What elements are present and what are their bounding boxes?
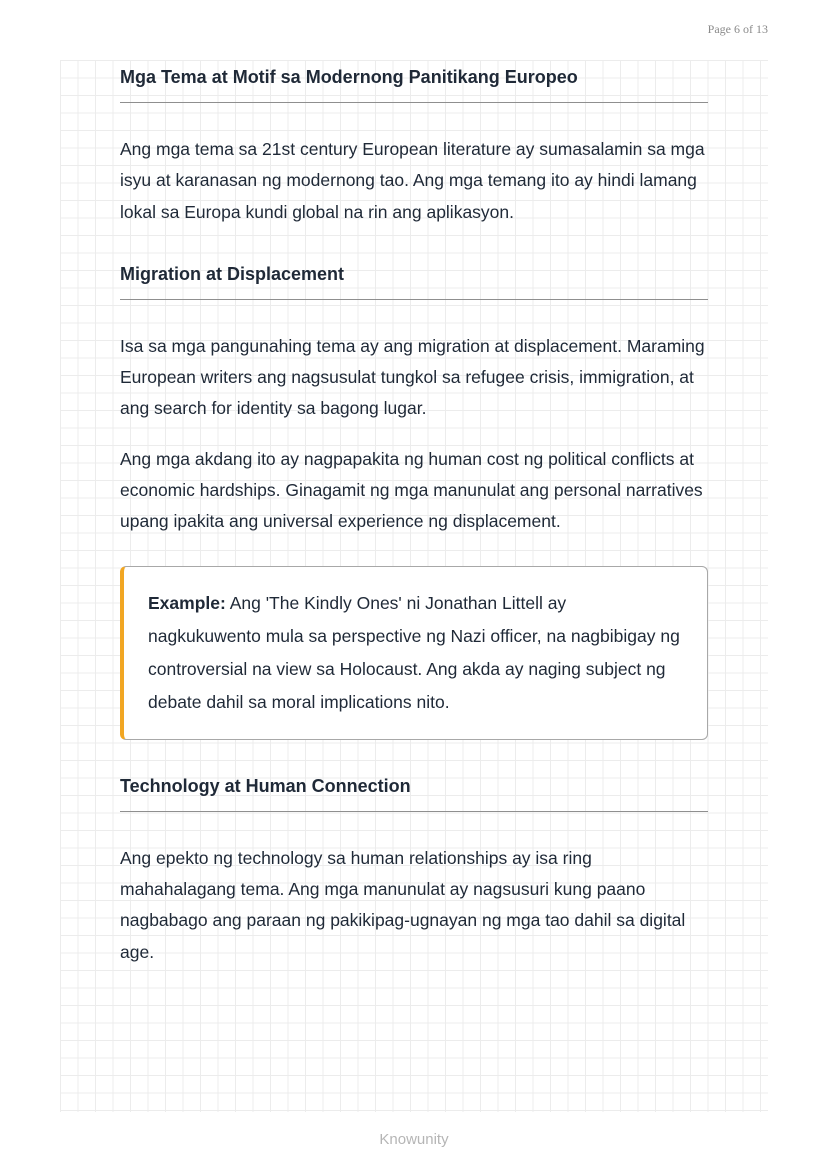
example-callout: [120, 566, 708, 740]
page-number: Page 6 of 13: [707, 22, 768, 36]
paragraph: Ang mga tema sa 21st century European literature ay sumasalamin sa mga isyu at karanasan ng modernong tao. Ang mga temang ito ay hindi lamang lokal sa Europa kundi global na rin ang aplikasyon.: [120, 139, 705, 222]
paragraph: Isa sa mga pangunahing tema ay ang migration at displacement. Maraming European writers ang nagsusulat tungkol sa refugee crisis, immigration, at ang search for identity sa bagong lugar.: [120, 335, 705, 419]
section-divider: [120, 811, 708, 812]
section-heading: Technology at Human Connection: [120, 775, 411, 796]
section-themes-intro: [120, 60, 708, 228]
example-body: Ang 'The Kindly Ones' ni Jonathan Littell ay nagkukuwento mula sa perspective ng Nazi officer, na nagbibigay ng controversial na view sa Holocaust. Ang akda ay naging subject ng debate dahil sa moral implications nito.: [148, 592, 680, 712]
section-heading: Mga Tema at Motif sa Modernong Panitikang Europeo: [120, 67, 578, 87]
example-label: Example:: [148, 592, 226, 613]
footer-brand: Knowunity: [379, 1131, 449, 1148]
example-text: [148, 587, 683, 719]
document-content: [120, 60, 708, 968]
section-migration: [120, 257, 708, 740]
section-heading: Migration at Displacement: [120, 263, 345, 284]
section-technology: [120, 769, 708, 968]
paragraph: Ang mga akdang ito ay nagpapakita ng human cost ng political conflicts at economic hardships. Ginagamit ng mga manunulat ang personal narratives upang ipakita ang universal experience ng displacement.: [120, 448, 703, 532]
section-divider: [120, 299, 708, 300]
section-divider: [120, 102, 708, 103]
paragraph: Ang epekto ng technology sa human relationships ay isa ring mahahalagang tema. Ang mga manunulat ay nagsusuri kung paano nagbabago ang paraan ng pakikipag-ugnayan ng mga tao dahil sa digital age.: [120, 847, 686, 962]
